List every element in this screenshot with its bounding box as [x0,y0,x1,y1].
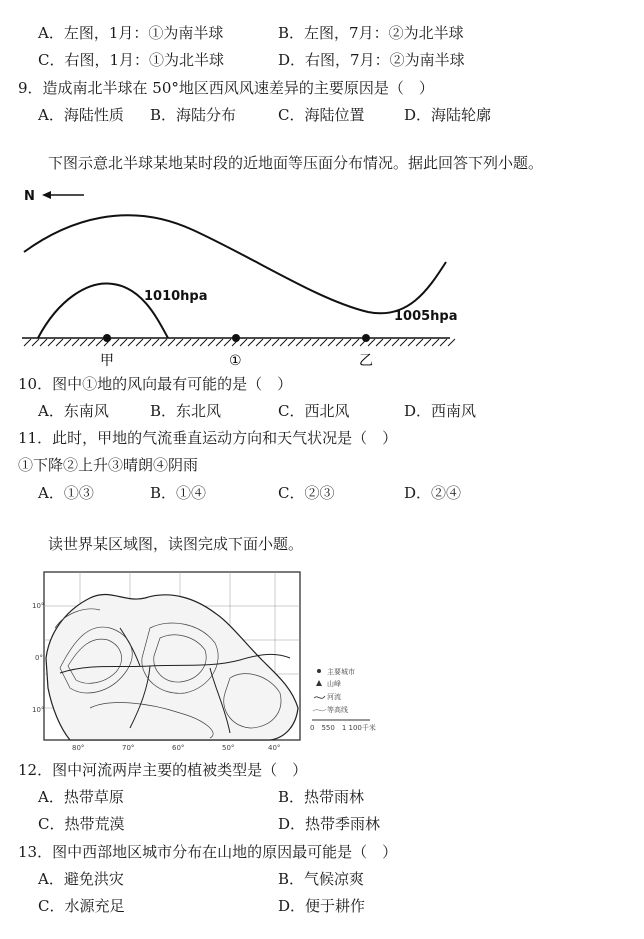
hatch-mark [88,339,95,346]
q10-option-b: B．东北风 [150,402,222,420]
isobar-1005-label: 1005hpa [394,309,458,324]
hatch-mark [336,339,343,346]
hatch-mark [264,339,271,346]
q8-option-a: A．左图，1月：①为南半球 [38,24,224,42]
hatch-mark [176,339,183,346]
hatch-mark [56,339,63,346]
hatch-mark [376,339,383,346]
q9-stem: 9．造成南北半球在 50°地区西风风速差异的主要原因是（ ） [18,79,434,97]
hatch-mark [280,339,287,346]
hatch-mark [72,339,79,346]
q10-option-c: C．西北风 [278,402,350,420]
isobar-1010-label: 1010hpa [144,289,208,304]
legend-contour: 等高线 [327,706,348,714]
contour-icon [313,709,326,711]
hatch-mark [400,339,407,346]
hatch-mark [32,339,39,346]
river-icon [314,696,325,698]
north-label: N [24,189,35,204]
lon-label-70: 70° [122,744,135,752]
q13-option-d: D．便于耕作 [278,897,366,915]
q11-option-d: D．②④ [404,484,462,502]
scale-label: 0 550 1 100千米 [310,724,376,732]
city-icon [317,669,321,673]
region-map [30,568,410,753]
hatch-mark [304,339,311,346]
q8-option-b: B．左图，7月：②为北半球 [278,24,464,42]
q13-option-c: C．水源充足 [38,897,125,915]
point-yi-dot [362,334,370,342]
q13-option-a: A．避免洪灾 [38,870,124,888]
q10-option-a: A．东南风 [38,402,109,420]
hatch-mark [448,339,455,346]
lat-label-equator: 0° [35,654,43,662]
map-legend [310,667,376,732]
lon-label-60: 60° [172,744,185,752]
lon-label-40: 40° [268,744,281,752]
hatch-mark [112,339,119,346]
lat-label-south-10: 10° [32,706,45,714]
q9-option-b: B．海陆分布 [150,106,237,124]
hatch-mark [240,339,247,346]
hatch-mark [160,339,167,346]
hatch-mark [128,339,135,346]
hatch-mark [312,339,319,346]
hatch-mark [416,339,423,346]
q11-items: ①下降②上升③晴朗④阴雨 [18,456,199,474]
hatch-mark [224,339,231,346]
hatch-mark [440,339,447,346]
hatch-mark [200,339,207,346]
hatch-mark [344,339,351,346]
q8-option-d: D．右图，7月：②为南半球 [278,51,465,69]
hatch-mark [64,339,71,346]
q13-option-b: B．气候凉爽 [278,870,365,888]
hatch-mark [424,339,431,346]
hatch-mark [216,339,223,346]
hatch-mark [408,339,415,346]
upper-isobar-curve [24,215,446,313]
legend-river: 河流 [327,693,341,701]
hatch-mark [168,339,175,346]
hatch-mark [392,339,399,346]
lon-label-50: 50° [222,744,235,752]
q11-option-a: A．①③ [38,484,94,502]
q12-option-c: C．热带荒漠 [38,815,125,833]
q12-option-d: D．热带季雨林 [278,815,381,833]
hatch-mark [152,339,159,346]
hatch-mark [40,339,47,346]
point-1-label: ① [229,353,242,369]
q9-option-d: D．海陆轮廓 [404,106,492,124]
lon-label-80: 80° [72,744,85,752]
q10-stem: 10．图中①地的风向最有可能的是（ ） [18,375,293,393]
pressure-figure [18,180,458,370]
legend-peak: 山峰 [327,680,341,688]
hatch-mark [80,339,87,346]
q8-option-c: C．右图，1月：①为北半球 [38,51,225,69]
q10-option-d: D．西南风 [404,402,477,420]
hatch-mark [320,339,327,346]
lat-label-north-10: 10° [32,602,45,610]
hatch-mark [296,339,303,346]
hatch-mark [432,339,439,346]
hatch-mark [248,339,255,346]
q11-stem: 11．此时，甲地的气流垂直运动方向和天气状况是（ ） [18,429,398,447]
hatch-mark [120,339,127,346]
hatch-mark [272,339,279,346]
q12-stem: 12．图中河流两岸主要的植被类型是（ ） [18,761,308,779]
hatch-mark [24,339,31,346]
legend-city: 主要城市 [327,668,355,676]
intro-region-map: 读世界某区域图，读图完成下面小题。 [48,535,304,553]
q11-option-b: B．①④ [150,484,207,502]
q12-option-b: B．热带雨林 [278,788,365,806]
hatch-mark [384,339,391,346]
hatch-mark [48,339,55,346]
point-jia-dot [103,334,111,342]
hatch-mark [352,339,359,346]
hatch-mark [136,339,143,346]
hatch-mark [184,339,191,346]
hatch-mark [288,339,295,346]
q9-option-a: A．海陆性质 [38,106,124,124]
q12-option-a: A．热带草原 [38,788,124,806]
q13-stem: 13．图中西部地区城市分布在山地的原因最可能是（ ） [18,843,398,861]
point-jia-label: 甲 [100,353,114,369]
hatch-mark [256,339,263,346]
point-1-dot [232,334,240,342]
q11-option-c: C．②③ [278,484,335,502]
peak-icon [316,680,322,686]
intro-pressure: 下图示意北半球某地某时段的近地面等压面分布情况。据此回答下列小题。 [48,154,544,172]
hatch-mark [96,339,103,346]
hatch-mark [328,339,335,346]
hatch-mark [192,339,199,346]
hatch-mark [144,339,151,346]
ground-hatching [24,339,455,346]
north-arrow-icon [42,191,84,199]
q9-option-c: C．海陆位置 [278,106,365,124]
point-yi-label: 乙 [359,353,373,369]
hatch-mark [208,339,215,346]
